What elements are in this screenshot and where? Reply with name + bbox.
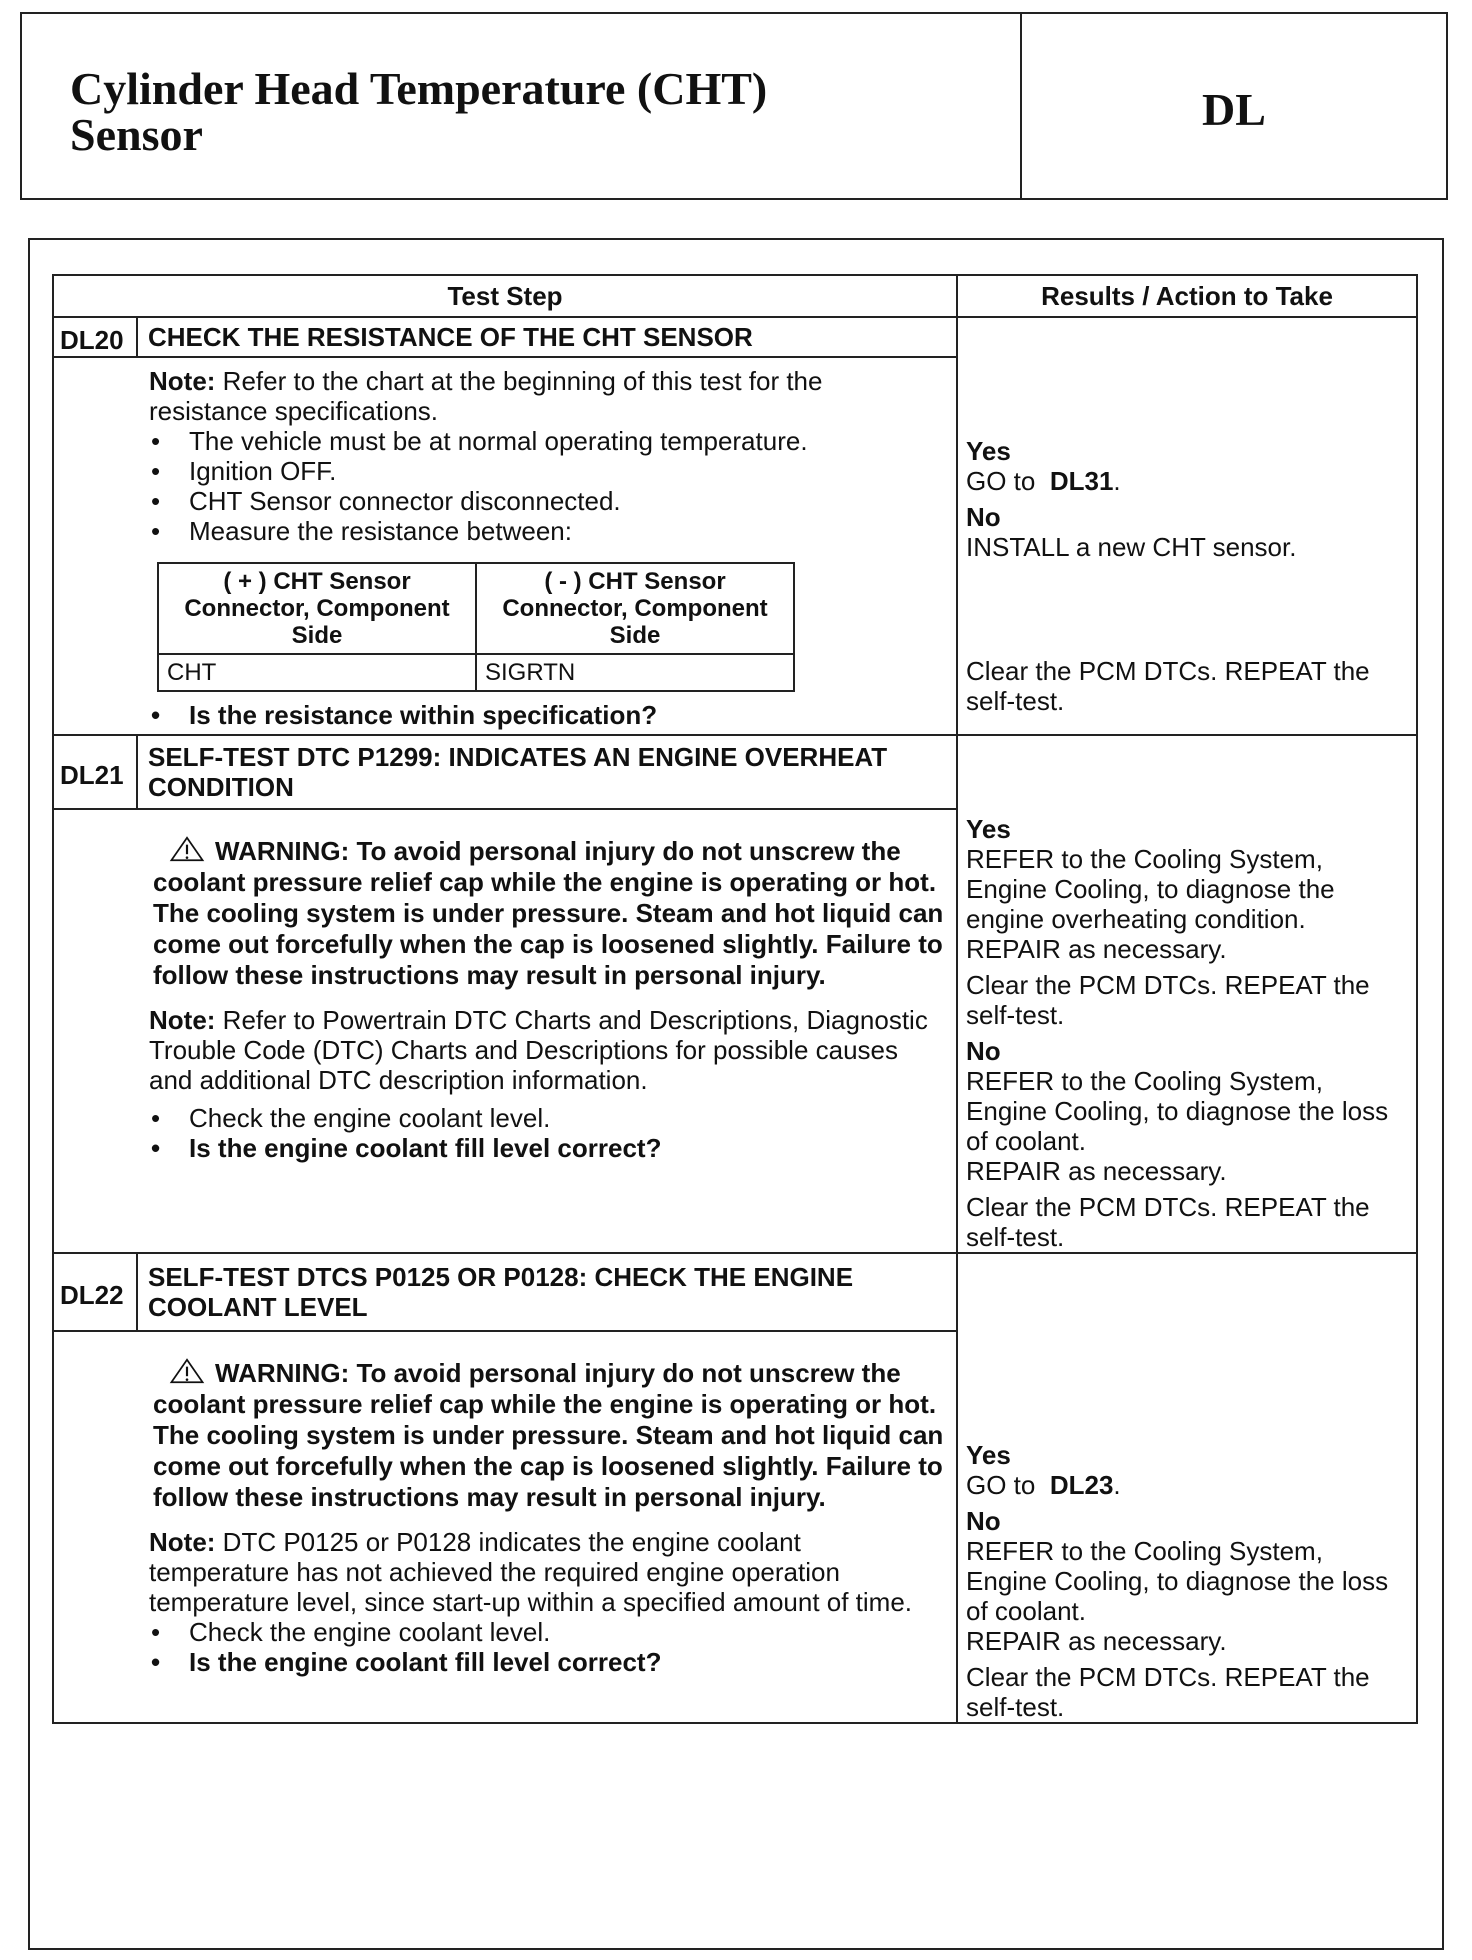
- question: • Is the engine coolant fill level correct?: [149, 1133, 944, 1163]
- yes-action: GO to DL23.: [966, 1470, 1121, 1500]
- section-code: DL: [1202, 83, 1266, 135]
- step-dl20-body: [137, 357, 957, 735]
- measurement-cell: SIGRTN: [476, 654, 794, 691]
- page-title: [22, 14, 1022, 198]
- warning-block: WARNING: To avoid personal injury do not unscrew the coolant pressure relief cap while the engine is operating or hot. The cooling system is under pressure. Steam and hot liquid can come out forcefully when the cap is loosened slightly. Failure to follow these instructions may result in personal injury.: [153, 836, 944, 991]
- step-dl22-results: [957, 1253, 1417, 1723]
- yes-action: REFER to the Cooling System, Engine Cooling, to diagnose the engine overheating condition.: [966, 844, 1335, 934]
- list-item: • The vehicle must be at normal operating temperature.: [149, 426, 944, 456]
- measurement-header-positive: ( + ) CHT Sensor Connector, Component Side: [158, 563, 476, 654]
- step-id: DL20: [53, 317, 137, 357]
- no-action: REFER to the Cooling System, Engine Cooling, to diagnose the loss of coolant.: [966, 1066, 1389, 1156]
- repair-text: REPAIR as necessary.: [966, 934, 1227, 964]
- clear-instruction: Clear the PCM DTCs. REPEAT the self-test.: [966, 1192, 1370, 1252]
- note: Note: Refer to the chart at the beginning of this test for the resistance specifications.: [149, 366, 823, 426]
- clear-instruction: Clear the PCM DTCs. REPEAT the self-test.: [966, 656, 1370, 716]
- no-label: No: [966, 502, 1001, 532]
- no-action: REFER to the Cooling System, Engine Cooling, to diagnose the loss of coolant.: [966, 1536, 1389, 1626]
- step-dl20-results: [957, 317, 1417, 735]
- no-label: No: [966, 1036, 1001, 1066]
- step-title: SELF-TEST DTC P1299: INDICATES AN ENGINE OVERHEAT CONDITION: [137, 735, 957, 809]
- yes-label: Yes: [966, 814, 1011, 844]
- yes-action: GO to DL31.: [966, 466, 1121, 496]
- note: Note: Refer to Powertrain DTC Charts and Descriptions, Diagnostic Trouble Code (DTC) Charts and Descriptions for possible causes and additional DTC description information.: [149, 1005, 928, 1096]
- list-item: • CHT Sensor connector disconnected.: [149, 486, 944, 516]
- step-dl22-body: [137, 1331, 957, 1723]
- step-dl20-title-row: [53, 317, 1417, 357]
- clear-instruction: Clear the PCM DTCs. REPEAT the self-test.: [966, 1662, 1370, 1722]
- measurement-header-negative: ( - ) CHT Sensor Connector, Component Side: [476, 563, 794, 654]
- step-title: CHECK THE RESISTANCE OF THE CHT SENSOR: [137, 317, 957, 357]
- page-title-line1: Cylinder Head Temperature (CHT): [70, 63, 768, 114]
- list-item: • Ignition OFF.: [149, 456, 944, 486]
- no-action: INSTALL a new CHT sensor.: [966, 532, 1297, 562]
- clear-instruction: Clear the PCM DTCs. REPEAT the self-test.: [966, 970, 1370, 1030]
- warning-icon: [167, 1358, 207, 1384]
- step-dl21-body: [137, 809, 957, 1253]
- measurement-table: [157, 562, 795, 692]
- step-id: DL21: [53, 735, 137, 809]
- warning-icon: [167, 836, 207, 862]
- step-title: SELF-TEST DTCS P0125 OR P0128: CHECK THE ENGINE COOLANT LEVEL: [137, 1253, 957, 1331]
- note: Note: DTC P0125 or P0128 indicates the engine coolant temperature has not achieved the required engine operation temperature level, since start-up within a specified amount of time.: [149, 1527, 913, 1618]
- list-item: • Measure the resistance between:: [149, 516, 944, 546]
- yes-label: Yes: [966, 1440, 1011, 1470]
- repair-text: REPAIR as necessary.: [966, 1156, 1227, 1186]
- step-dl21-results: [957, 735, 1417, 1253]
- step-dl22-title-row: [53, 1253, 1417, 1331]
- procedure-list: [149, 426, 944, 546]
- yes-label: Yes: [966, 436, 1011, 466]
- question: • Is the resistance within specification?: [149, 700, 944, 730]
- goto-target: DL31: [1049, 466, 1114, 496]
- no-label: No: [966, 1506, 1001, 1536]
- measurement-cell: CHT: [158, 654, 476, 691]
- question: • Is the engine coolant fill level correct?: [149, 1647, 944, 1677]
- procedure-list: [149, 1617, 944, 1677]
- test-step-table: [52, 274, 1418, 1724]
- page-title-line2: Sensor: [70, 109, 203, 160]
- test-step-header: Test Step: [53, 275, 957, 317]
- page-header: [20, 12, 1448, 200]
- procedure-list: [149, 1103, 944, 1163]
- list-item: • Check the engine coolant level.: [149, 1617, 944, 1647]
- step-dl21-title-row: [53, 735, 1417, 809]
- list-item: • Check the engine coolant level.: [149, 1103, 944, 1133]
- warning-block: WARNING: To avoid personal injury do not unscrew the coolant pressure relief cap while the engine is operating or hot. The cooling system is under pressure. Steam and hot liquid can come out forcefully when the cap is loosened slightly. Failure to follow these instructions may result in personal injury.: [153, 1358, 944, 1513]
- table-header-row: [53, 275, 1417, 317]
- results-header: Results / Action to Take: [957, 275, 1417, 317]
- step-id: DL22: [53, 1253, 137, 1331]
- repair-text: REPAIR as necessary.: [966, 1626, 1227, 1656]
- goto-target: DL23: [1049, 1470, 1114, 1500]
